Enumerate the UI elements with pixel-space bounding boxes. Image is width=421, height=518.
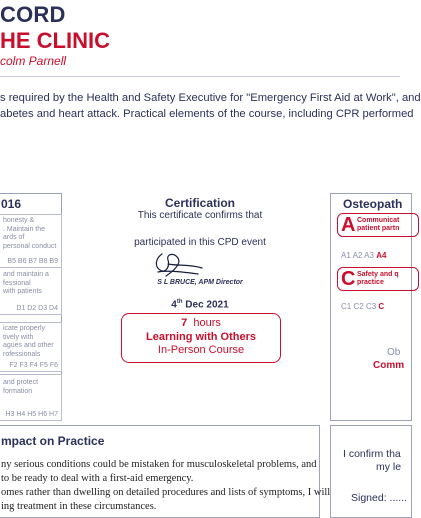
standard-block-h: and protect formation H3 H4 H5 H6 H7 <box>0 374 62 421</box>
course-description-line1: s required by the Health and Safety Executive for "Emergency First Aid at Work", and <box>0 92 421 104</box>
certification-title: Certification <box>164 196 235 210</box>
director-signature <box>148 250 208 280</box>
standard-block-d: and maintain a fessional with patients D1 D2 D3 D4 <box>0 267 62 315</box>
header-divider <box>0 76 400 77</box>
course-description <box>0 90 420 122</box>
signed-field: Signed: ...... <box>351 492 408 504</box>
impact-title: mpact on Practice <box>1 434 105 448</box>
standard-c-box: C Safety and q practice <box>337 267 419 291</box>
course-description-line2: abetes and heart attack. Practical elements of the course, including CPR performed <box>0 108 414 120</box>
objectives-label: Ob <box>387 347 401 358</box>
confirmation-panel <box>330 425 412 518</box>
cpd-hours: 7 hours <box>181 317 221 329</box>
certification-section <box>70 193 330 248</box>
impact-text: ny serious conditions could be mistaken for musculoskeletal problems, and to be ready to deal with a first-aid emergency. omes rather than dwelling on detailed procedures and lists of symptoms, I will ing treatment in these circumstances. <box>1 459 331 512</box>
standard-a-letter: A <box>341 214 356 236</box>
standard-c-letter: C <box>341 268 356 290</box>
certificate-title-line1: CORD <box>0 2 66 27</box>
osteopath-standards-title: Osteopath <box>343 197 403 211</box>
impact-panel <box>0 425 331 518</box>
cpd-format: In-Person Course <box>157 344 245 356</box>
cpd-hours-box <box>121 313 281 363</box>
certification-confirms: This certificate confirms that <box>137 210 263 221</box>
director-name: S L BRUCE, APM Director <box>157 279 243 286</box>
certificate-title-line2: HE CLINIC <box>0 28 110 53</box>
standard-c-codes: C1 C2 C3 C <box>341 302 385 311</box>
standard-a-codes: A1 A2 A3 A4 <box>341 251 387 260</box>
standard-block-f: icate properly tively with agues and other rofessionals F2 F3 F4 F5 F6 <box>0 322 62 372</box>
standard-a-box: A Communicat patient partn <box>337 213 419 237</box>
author-name: colm Parnell <box>0 54 67 68</box>
standard-codes-h: H3 H4 H5 H6 H7 <box>5 411 58 418</box>
standards-panel-right <box>330 193 412 421</box>
confirm-line2: my le <box>376 461 402 473</box>
standard-codes-d: D1 D2 D3 D4 <box>16 305 58 312</box>
standards-year-title: 016 <box>1 197 22 211</box>
confirm-line1: I confirm tha <box>343 448 401 460</box>
standard-codes-f: F2 F3 F4 F5 F6 <box>9 362 58 369</box>
certification-participated: participated in this CPD event <box>134 237 266 248</box>
standard-block-b: honesty & . Maintain the ards of personal conduct B5 B6 B7 B8 B9 <box>0 214 62 268</box>
event-date: 4th Dec 2021 <box>171 299 229 311</box>
communication-label: Comm <box>373 360 405 371</box>
standard-codes-b: B5 B6 B7 B8 B9 <box>7 258 58 265</box>
cpd-category: Learning with Others <box>145 331 256 343</box>
standards-panel-left <box>0 193 62 421</box>
